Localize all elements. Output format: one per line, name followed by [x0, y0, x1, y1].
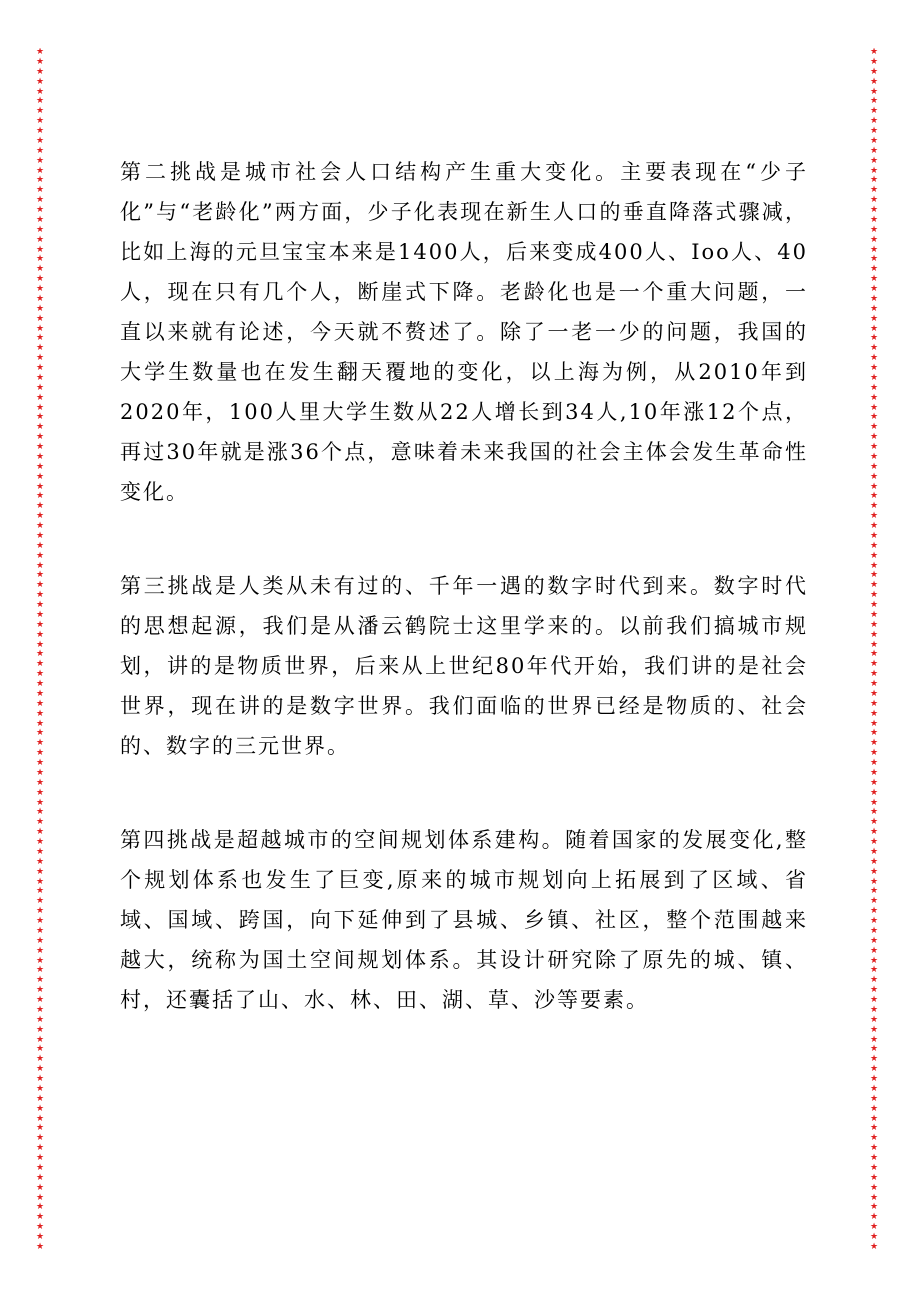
star-icon: ★	[869, 175, 879, 186]
star-icon: ★	[35, 165, 45, 176]
star-icon: ★	[869, 649, 879, 660]
star-icon: ★	[869, 639, 879, 650]
star-icon: ★	[35, 550, 45, 561]
star-icon: ★	[35, 876, 45, 887]
star-icon: ★	[35, 234, 45, 245]
star-icon: ★	[869, 688, 879, 699]
star-icon: ★	[35, 214, 45, 225]
star-icon: ★	[35, 975, 45, 986]
star-icon: ★	[869, 313, 879, 324]
star-icon: ★	[869, 886, 879, 897]
star-icon: ★	[35, 1004, 45, 1015]
star-icon: ★	[35, 767, 45, 778]
star-icon: ★	[35, 1093, 45, 1104]
star-icon: ★	[35, 1143, 45, 1154]
star-icon: ★	[35, 451, 45, 462]
star-icon: ★	[35, 629, 45, 640]
star-icon: ★	[35, 590, 45, 601]
star-icon: ★	[35, 313, 45, 324]
star-icon: ★	[869, 214, 879, 225]
star-icon: ★	[35, 827, 45, 838]
star-icon: ★	[869, 570, 879, 581]
star-icon: ★	[35, 955, 45, 966]
star-icon: ★	[35, 471, 45, 482]
star-icon: ★	[35, 481, 45, 492]
star-icon: ★	[35, 1241, 45, 1252]
star-icon: ★	[869, 501, 879, 512]
star-icon: ★	[869, 511, 879, 522]
star-icon: ★	[35, 1172, 45, 1183]
star-icon: ★	[869, 333, 879, 344]
star-icon: ★	[869, 866, 879, 877]
star-icon: ★	[869, 1024, 879, 1035]
star-icon: ★	[35, 293, 45, 304]
star-icon: ★	[35, 906, 45, 917]
star-icon: ★	[35, 1083, 45, 1094]
star-icon: ★	[869, 145, 879, 156]
right-star-border	[868, 48, 880, 1252]
star-icon: ★	[35, 392, 45, 403]
star-icon: ★	[35, 748, 45, 759]
star-icon: ★	[869, 777, 879, 788]
star-icon: ★	[869, 1014, 879, 1025]
star-icon: ★	[869, 343, 879, 354]
star-icon: ★	[35, 511, 45, 522]
star-icon: ★	[35, 412, 45, 423]
star-icon: ★	[869, 837, 879, 847]
star-icon: ★	[35, 708, 45, 719]
star-icon: ★	[869, 234, 879, 245]
star-icon: ★	[35, 1192, 45, 1203]
star-icon: ★	[869, 728, 879, 739]
star-icon: ★	[869, 1054, 879, 1065]
star-icon: ★	[35, 1153, 45, 1163]
star-icon: ★	[35, 916, 45, 926]
star-icon: ★	[35, 945, 45, 956]
star-icon: ★	[35, 521, 45, 531]
star-icon: ★	[869, 767, 879, 778]
star-icon: ★	[869, 955, 879, 966]
star-icon: ★	[869, 451, 879, 462]
star-icon: ★	[869, 293, 879, 304]
star-icon: ★	[35, 530, 45, 541]
star-icon: ★	[35, 96, 45, 107]
star-icon: ★	[35, 244, 45, 255]
star-icon: ★	[35, 432, 45, 443]
left-star-border	[34, 48, 46, 1252]
star-icon: ★	[869, 629, 879, 640]
star-icon: ★	[869, 1162, 879, 1173]
star-icon: ★	[869, 244, 879, 255]
star-icon: ★	[869, 432, 879, 443]
star-icon: ★	[35, 688, 45, 699]
star-icon: ★	[869, 1143, 879, 1154]
star-icon: ★	[869, 442, 879, 452]
star-icon: ★	[869, 530, 879, 541]
star-icon: ★	[869, 76, 879, 87]
star-icon: ★	[869, 916, 879, 926]
star-icon: ★	[869, 817, 879, 828]
star-icon: ★	[869, 422, 879, 433]
star-icon: ★	[35, 86, 45, 97]
star-icon: ★	[35, 264, 45, 275]
star-icon: ★	[35, 205, 45, 215]
star-icon: ★	[35, 1103, 45, 1114]
star-icon: ★	[869, 135, 879, 146]
star-icon: ★	[35, 1044, 45, 1055]
star-icon: ★	[35, 659, 45, 670]
star-icon: ★	[35, 965, 45, 976]
star-icon: ★	[35, 195, 45, 206]
star-icon: ★	[869, 195, 879, 206]
star-icon: ★	[35, 846, 45, 857]
star-icon: ★	[869, 1241, 879, 1252]
star-icon: ★	[35, 837, 45, 847]
star-icon: ★	[35, 76, 45, 87]
star-icon: ★	[869, 609, 879, 620]
star-icon: ★	[869, 787, 879, 798]
star-icon: ★	[869, 106, 879, 117]
star-icon: ★	[35, 284, 45, 294]
star-icon: ★	[869, 540, 879, 551]
star-icon: ★	[869, 48, 879, 57]
star-icon: ★	[35, 363, 45, 373]
star-icon: ★	[35, 1133, 45, 1144]
star-icon: ★	[869, 471, 879, 482]
star-icon: ★	[869, 738, 879, 749]
star-icon: ★	[869, 323, 879, 334]
star-icon: ★	[869, 876, 879, 887]
star-icon: ★	[35, 1232, 45, 1242]
star-icon: ★	[869, 718, 879, 729]
star-icon: ★	[35, 155, 45, 166]
star-icon: ★	[35, 1202, 45, 1213]
star-icon: ★	[869, 96, 879, 107]
star-icon: ★	[869, 1123, 879, 1134]
paragraph-third-challenge: 第三挑战是人类从未有过的、千年一遇的数字时代到来。数字时代的思想起源，我们是从潘云鹤院士这里学来的。以前我们搞城市规划，讲的是物质世界，后来从上世纪80年代开始，我们讲的是社会世界，现在讲的是数字世界。我们面临的世界已经是物质的、社会的、数字的三元世界。	[120, 574, 808, 758]
star-icon: ★	[35, 896, 45, 907]
star-icon: ★	[35, 935, 45, 946]
star-icon: ★	[35, 609, 45, 620]
star-icon: ★	[35, 925, 45, 936]
star-icon: ★	[35, 580, 45, 591]
star-icon: ★	[35, 985, 45, 996]
star-icon: ★	[869, 708, 879, 719]
star-icon: ★	[35, 116, 45, 127]
star-icon: ★	[869, 896, 879, 907]
star-icon: ★	[869, 965, 879, 976]
star-icon: ★	[869, 254, 879, 265]
star-icon: ★	[869, 205, 879, 215]
star-icon: ★	[869, 363, 879, 373]
star-icon: ★	[35, 135, 45, 146]
star-icon: ★	[35, 48, 45, 57]
star-icon: ★	[869, 402, 879, 413]
star-icon: ★	[869, 925, 879, 936]
star-icon: ★	[869, 392, 879, 403]
star-icon: ★	[869, 353, 879, 364]
star-icon: ★	[35, 886, 45, 897]
star-icon: ★	[869, 619, 879, 630]
star-icon: ★	[869, 807, 879, 818]
star-icon: ★	[869, 274, 879, 285]
star-icon: ★	[869, 1212, 879, 1223]
paragraph-fourth-challenge: 第四挑战是超越城市的空间规划体系建构。随着国家的发展变化,整个规划体系也发生了巨变,原来的城市规划向上拓展到了区域、省域、国域、跨国，向下延伸到了县城、乡镇、社区，整个范围越来越大，统称为国土空间规划体系。其设计研究除了原先的城、镇、村，还囊括了山、水、林、田、湖、草、沙等要素。	[120, 828, 808, 1012]
star-icon: ★	[35, 372, 45, 383]
star-icon: ★	[869, 985, 879, 996]
star-icon: ★	[35, 738, 45, 749]
star-icon: ★	[869, 461, 879, 472]
star-icon: ★	[35, 1212, 45, 1223]
star-icon: ★	[869, 995, 879, 1005]
star-icon: ★	[869, 679, 879, 689]
star-icon: ★	[35, 254, 45, 265]
star-icon: ★	[35, 175, 45, 186]
star-icon: ★	[869, 126, 879, 136]
star-icon: ★	[35, 353, 45, 364]
star-icon: ★	[869, 1034, 879, 1045]
star-icon: ★	[35, 1074, 45, 1084]
star-icon: ★	[35, 540, 45, 551]
star-icon: ★	[35, 649, 45, 660]
star-icon: ★	[869, 580, 879, 591]
star-icon: ★	[35, 66, 45, 77]
star-icon: ★	[869, 600, 879, 610]
star-icon: ★	[35, 787, 45, 798]
star-icon: ★	[869, 1044, 879, 1055]
star-icon: ★	[869, 659, 879, 670]
star-icon: ★	[869, 264, 879, 275]
star-icon: ★	[35, 728, 45, 739]
star-icon: ★	[35, 639, 45, 650]
star-icon: ★	[869, 372, 879, 383]
star-icon: ★	[869, 1222, 879, 1233]
star-icon: ★	[869, 906, 879, 917]
star-icon: ★	[35, 106, 45, 117]
star-icon: ★	[869, 797, 879, 808]
star-icon: ★	[35, 491, 45, 502]
star-icon: ★	[35, 382, 45, 393]
star-icon: ★	[869, 1232, 879, 1242]
star-icon: ★	[35, 1123, 45, 1134]
star-icon: ★	[869, 1004, 879, 1015]
star-icon: ★	[869, 1064, 879, 1075]
star-icon: ★	[869, 590, 879, 601]
star-icon: ★	[869, 1093, 879, 1104]
star-icon: ★	[869, 116, 879, 127]
star-icon: ★	[35, 1113, 45, 1124]
star-icon: ★	[869, 1202, 879, 1213]
star-icon: ★	[869, 827, 879, 838]
star-icon: ★	[869, 560, 879, 571]
star-icon: ★	[869, 698, 879, 709]
star-icon: ★	[35, 570, 45, 581]
star-icon: ★	[35, 560, 45, 571]
star-icon: ★	[35, 1054, 45, 1065]
star-icon: ★	[35, 145, 45, 156]
star-icon: ★	[35, 1162, 45, 1173]
star-icon: ★	[35, 856, 45, 867]
star-icon: ★	[869, 975, 879, 986]
star-icon: ★	[869, 412, 879, 423]
star-icon: ★	[869, 846, 879, 857]
star-icon: ★	[35, 679, 45, 689]
star-icon: ★	[35, 56, 45, 67]
star-icon: ★	[869, 155, 879, 166]
star-icon: ★	[35, 758, 45, 768]
star-icon: ★	[35, 422, 45, 433]
star-icon: ★	[869, 185, 879, 196]
star-icon: ★	[35, 126, 45, 136]
star-icon: ★	[35, 274, 45, 285]
star-icon: ★	[869, 303, 879, 314]
star-icon: ★	[35, 402, 45, 413]
star-icon: ★	[35, 866, 45, 877]
star-icon: ★	[869, 521, 879, 531]
star-icon: ★	[35, 1014, 45, 1025]
star-icon: ★	[869, 1172, 879, 1183]
star-icon: ★	[869, 284, 879, 294]
star-icon: ★	[869, 86, 879, 97]
star-icon: ★	[35, 995, 45, 1005]
star-icon: ★	[869, 165, 879, 176]
star-icon: ★	[869, 1103, 879, 1114]
star-icon: ★	[869, 481, 879, 492]
star-icon: ★	[35, 698, 45, 709]
star-icon: ★	[35, 501, 45, 512]
star-icon: ★	[869, 935, 879, 946]
star-icon: ★	[869, 758, 879, 768]
star-icon: ★	[869, 1153, 879, 1163]
star-icon: ★	[35, 807, 45, 818]
star-icon: ★	[869, 1083, 879, 1094]
star-icon: ★	[869, 491, 879, 502]
star-icon: ★	[869, 1182, 879, 1193]
star-icon: ★	[869, 1074, 879, 1084]
star-icon: ★	[869, 66, 879, 77]
star-icon: ★	[869, 748, 879, 759]
star-icon: ★	[35, 333, 45, 344]
star-icon: ★	[869, 382, 879, 393]
star-icon: ★	[35, 1024, 45, 1035]
document-body	[120, 152, 808, 1074]
star-icon: ★	[869, 856, 879, 867]
star-icon: ★	[869, 550, 879, 561]
star-icon: ★	[35, 669, 45, 680]
star-icon: ★	[35, 224, 45, 235]
star-icon: ★	[35, 718, 45, 729]
star-icon: ★	[869, 1133, 879, 1144]
star-icon: ★	[35, 461, 45, 472]
star-icon: ★	[35, 1034, 45, 1045]
star-icon: ★	[869, 669, 879, 680]
star-icon: ★	[869, 1113, 879, 1124]
star-icon: ★	[35, 343, 45, 354]
star-icon: ★	[35, 817, 45, 828]
star-icon: ★	[35, 1182, 45, 1193]
star-icon: ★	[35, 619, 45, 630]
star-icon: ★	[869, 945, 879, 956]
star-icon: ★	[35, 1064, 45, 1075]
star-icon: ★	[869, 224, 879, 235]
star-icon: ★	[35, 442, 45, 452]
star-icon: ★	[35, 777, 45, 788]
star-icon: ★	[35, 323, 45, 334]
star-icon: ★	[35, 797, 45, 808]
star-icon: ★	[869, 1192, 879, 1203]
star-icon: ★	[35, 600, 45, 610]
star-icon: ★	[35, 303, 45, 314]
star-icon: ★	[869, 56, 879, 67]
paragraph-second-challenge: 第二挑战是城市社会人口结构产生重大变化。主要表现在“少子化”与“老龄化”两方面，少子化表现在新生人口的垂直降落式骤减，比如上海的元旦宝宝本来是1400人，后来变成400人、Ioo人、40人，现在只有几个人，断崖式下降。老龄化也是一个重大问题，一直以来就有论述，今天就不赘述了。除了一老一少的问题，我国的大学生数量也在发生翻天覆地的变化，以上海为例，从2010年到2020年，100人里大学生数从22人增长到34人,10年涨12个点，再过30年就是涨36个点，意味着未来我国的社会主体会发生革命性变化。	[120, 160, 808, 504]
star-icon: ★	[35, 185, 45, 196]
star-icon: ★	[35, 1222, 45, 1233]
